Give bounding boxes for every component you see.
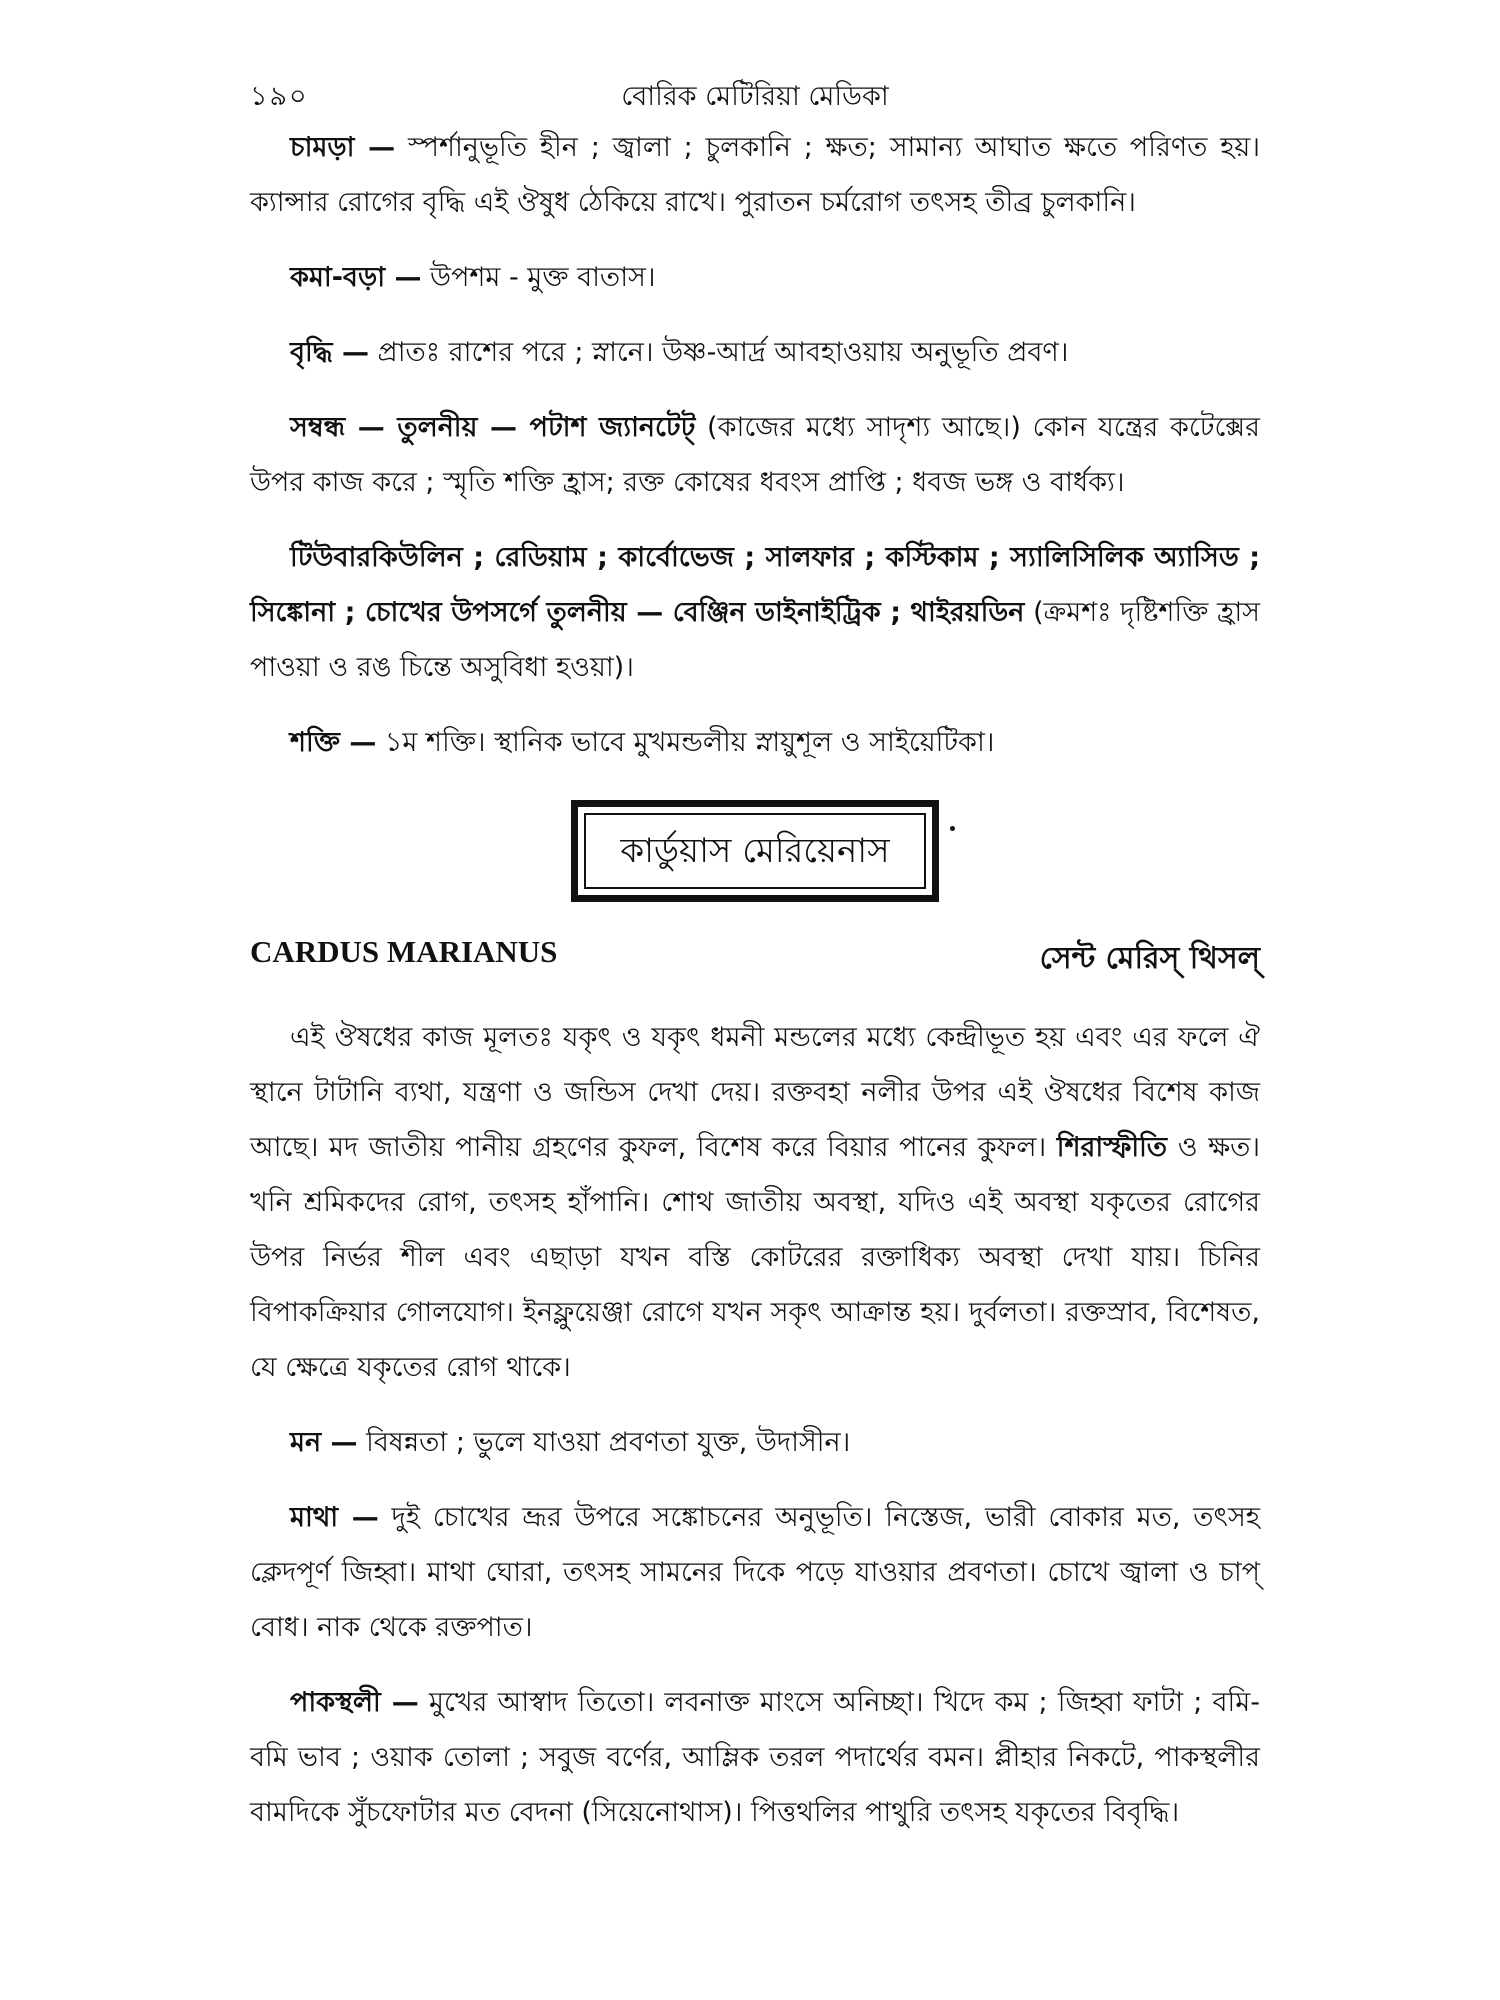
running-title: বোরিক মেটিরিয়া মেডিকা (621, 81, 889, 112)
section-potency (250, 715, 1260, 770)
section-label: মাথা — (290, 1502, 379, 1533)
section-label: চামড়া — (290, 132, 396, 163)
section-label: বৃদ্ধি — (290, 337, 369, 368)
section-label: টিউবারকিউলিন ; রেডিয়াম ; কার্বোভেজ ; সালফার ; কস্টিকাম ; স্যালিসিলিক অ্যাসিড ; সিঙ্কোনা ; চোখের উপসর্গে তুলনীয় — বেঞ্জিন ডাইনাইট্রিক ; থাইরয়ডিন (250, 542, 1260, 628)
intro-text: এই ঔষধের কাজ মূলতঃ যকৃৎ ও যকৃৎ ধমনী মন্ডলের মধ্যে কেন্দ্রীভূত হয় এবং এর ফলে ঐ স্থানে টাটানি ব্যথা, যন্ত্রণা ও জন্ডিস দেখা দেয়। রক্তবহা নলীর উপর এই ঔষধের বিশেষ কাজ আছে। মদ জাতীয় পানীয় গ্রহণের কুফল, বিশেষ করে বিয়ার পানের কুফল। (250, 1022, 1260, 1163)
section-label: কমা-বড়া — (290, 262, 422, 293)
section-head (250, 1490, 1260, 1655)
remedy-common-name: সেন্ট মেরিস্ থিসল্ (1039, 941, 1260, 976)
remedy-title-box-wrap (250, 800, 1260, 920)
section-text: দুই চোখের ভ্রূর উপরে সঙ্কোচনের অনুভূতি। নিস্তেজ, ভারী বোকার মত, তৎসহ ক্লেদপূর্ণ জিহ্বা। মাথা ঘোরা, তৎসহ সামনের দিকে পড়ে যাওয়ার প্রবণতা। চোখে জ্বালা ও চাপ্ বোধ। নাক থেকে রক্তপাত। (250, 1502, 1260, 1643)
section-text: স্পর্শানুভূতি হীন ; জ্বালা ; চুলকানি ; ক্ষত; সামান্য আঘাত ক্ষতে পরিণত হয়। ক্যান্সার রোগের বৃদ্ধি এই ঔষুধ ঠেকিয়ে রাখে। পুরাতন চর্মরোগ তৎসহ তীব্র চুলকানি। (250, 132, 1260, 218)
section-text: বিষন্নতা ; ভুলে যাওয়া প্রবণতা যুক্ত, উদাসীন। (357, 1427, 851, 1458)
section-relationship (250, 400, 1260, 510)
section-label: শক্তি — (290, 727, 377, 758)
section-skin (250, 120, 1260, 230)
remedy-latin-name: CARDUS MARIANUS (250, 934, 558, 969)
remedy-heading-row (250, 930, 1260, 990)
remedy-title-box (571, 800, 938, 902)
section-amelioration (250, 250, 1260, 305)
section-text: (ক্রমশঃ দৃষ্টিশক্তি হ্রাস পাওয়া ও রঙ চিন্তে অসুবিধা হওয়া)। (250, 597, 1260, 683)
intro-bold-term: শিরাস্ফীতি (1056, 1132, 1168, 1163)
page-header (250, 70, 1260, 120)
section-text: ১ম শক্তি। স্থানিক ভাবে মুখমন্ডলীয় স্নায়ুশূল ও সাইয়েটিকা। (376, 727, 995, 758)
print-speck (950, 826, 955, 831)
book-page (250, 70, 1260, 1840)
page-number: ১৯০ (250, 81, 309, 112)
section-text: মুখের আস্বাদ তিতো। লবনাক্ত মাংসে অনিচ্ছা। খিদে কম ; জিহ্বা ফাটা ; বমি-বমি ভাব ; ওয়াক তোলা ; সবুজ বর্ণের, আম্লিক তরল পদার্থের বমন। প্লীহার নিকটে, পাকস্থলীর বামদিকে সুঁচফোটার মত বেদনা (সিয়েনোথাস)। পিত্তথলির পাথুরি তৎসহ যকৃতের বিবৃদ্ধি। (250, 1687, 1260, 1828)
section-compare-remedies (250, 530, 1260, 695)
section-text: প্রাতঃ রাশের পরে ; স্নানে। উষ্ণ-আর্দ্র আবহাওয়ায় অনুভূতি প্রবণ। (368, 337, 1069, 368)
section-aggravation (250, 325, 1260, 380)
remedy-intro (250, 1010, 1260, 1395)
section-label: সম্বন্ধ — তুলনীয় — পটাশ জ্যানটেট্ (290, 412, 696, 443)
section-mind (250, 1415, 1260, 1470)
remedy-title: কার্ডুয়াস মেরিয়েনাস (584, 813, 925, 889)
section-label: পাকস্থলী — (290, 1687, 419, 1718)
intro-text: ও ক্ষত। খনি শ্রমিকদের রোগ, তৎসহ হাঁপানি। শোথ জাতীয় অবস্থা, যদিও এই অবস্থা যকৃতের রোগের উপর নির্ভর শীল এবং এছাড়া যখন বস্তি কোটরের রক্তাধিক্য অবস্থা দেখা যায়। চিনির বিপাকক্রিয়ার গোলযোগ। ইনফ্লুয়েঞ্জা রোগে যখন সকৃৎ আক্রান্ত হয়। দুর্বলতা। রক্তস্রাব, বিশেষত, যে ক্ষেত্রে যকৃতের রোগ থাকে। (250, 1132, 1260, 1383)
section-text: (কাজের মধ্যে সাদৃশ্য আছে।) কোন যন্ত্রের কটেক্সের উপর কাজ করে ; স্মৃতি শক্তি হ্রাস; রক্ত কোষের ধবংস প্রাপ্তি ; ধবজ ভঙ্গ ও বার্ধক্য। (250, 412, 1260, 498)
section-text: উপশম - মুক্ত বাতাস। (421, 262, 656, 293)
section-stomach (250, 1675, 1260, 1840)
section-label: মন — (290, 1427, 358, 1458)
